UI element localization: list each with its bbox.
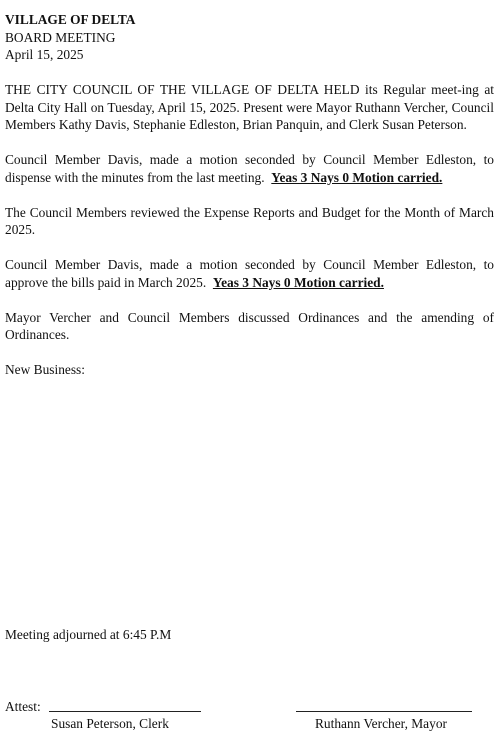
attest-label: Attest:: [5, 699, 41, 714]
mayor-signer-name: Ruthann Vercher, Mayor: [315, 716, 447, 731]
meeting-minutes-document: [5, 11, 494, 379]
document-title: VILLAGE OF DELTA: [5, 12, 136, 27]
mayor-signature-line: [296, 711, 472, 712]
meeting-date: April 15, 2025: [5, 47, 84, 62]
document-subtitle: BOARD MEETING: [5, 29, 116, 45]
motion-1-paragraph: [5, 151, 494, 186]
ordinances-paragraph: Mayor Vercher and Council Members discussed Ordinances and the amending of Ordinances.: [5, 309, 494, 342]
new-business-heading: New Business:: [5, 362, 85, 377]
intro-paragraph: THE CITY COUNCIL OF THE VILLAGE OF DELTA HELD its Regular meet-ing at Delta City Hall on Tuesday, April 15, 2025. Present were Mayor Ruthann Vercher, Council Members Kathy Davis, Stephanie Edleston, Brian Panquin, and Clerk Susan Peterson.: [5, 82, 494, 132]
clerk-signature-line: [49, 711, 201, 712]
motion-2-paragraph: [5, 256, 494, 291]
motion-2-result: Yeas 3 Nays 0 Motion carried.: [212, 274, 384, 290]
motion-1-result: Yeas 3 Nays 0 Motion carried.: [271, 169, 443, 185]
motion-2-text: Council Member Davis, made a motion seconded by Council Member Edleston, to approve the bills paid in March 2025.: [5, 257, 494, 290]
clerk-signer-name: Susan Peterson, Clerk: [51, 716, 169, 731]
motion-1-text: Council Member Davis, made a motion seconded by Council Member Edleston, to dispense with the minutes from the last meeting.: [5, 152, 494, 185]
meeting-adjourned-text: Meeting adjourned at 6:45 P.M: [5, 627, 172, 642]
review-paragraph: The Council Members reviewed the Expense Reports and Budget for the Month of March 2025.: [5, 204, 494, 237]
